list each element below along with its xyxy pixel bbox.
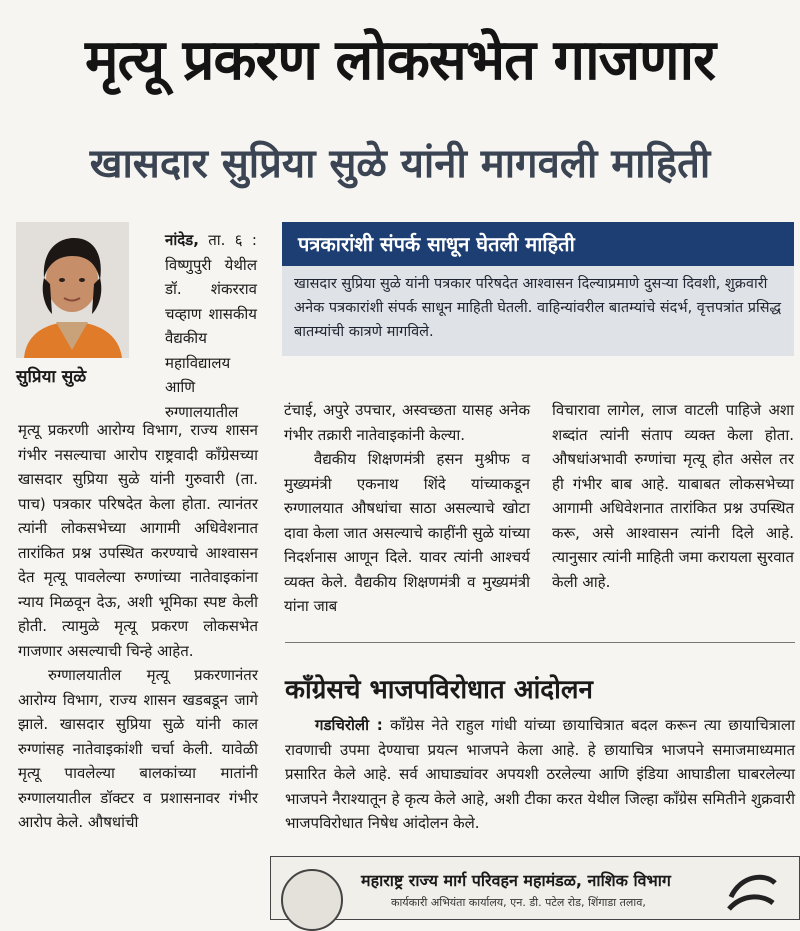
subheadline: खासदार सुप्रिया सुळे यांनी मागवली माहिती <box>89 141 711 187</box>
story-2-text <box>285 713 795 836</box>
dateline <box>165 228 257 424</box>
column-1-para-2: रुग्णालयातील मृत्यू प्रकरणानंतर आरोग्य विभाग, राज्य शासन खडबडून जागे झाले. खासदार सुप्रिया सुळे यांनी काल रुग्णांसह नातेवाइकांशी चर्चा केली. यावेळी मृत्यू पावलेल्या बालकांच्या मातांनी रुग्णालयातील डॉक्टर व प्रशासनावर गंभीर आरोप केले. औषधांची <box>18 666 258 831</box>
story-2-place: गडचिरोली : <box>315 716 383 734</box>
dateline-place: नांदेड, <box>165 231 199 249</box>
story-2-heading: काँग्रेसचे भाजपविरोधात आंदोलन <box>285 675 593 705</box>
column-3 <box>552 398 794 594</box>
portrait-photo <box>16 222 129 358</box>
section-divider <box>285 642 795 643</box>
column-2 <box>284 398 530 619</box>
logo-icon <box>721 867 781 921</box>
column-1-para-1: मृत्यू प्रकरणी आरोग्य विभाग, राज्य शासन गंभीर नसल्याचा आरोप राष्ट्रवादी काँग्रेसच्या खासदार सुप्रिया सुळे यांनी गुरुवारी (ता. पाच) पत्रकार परिषदेत केला होता. त्यानंतर त्यांनी लोकसभेच्या आगामी अधिवेशनात तारांकित प्रश्न उपस्थित करण्याचे आश्वासन देत मृत्यू पावलेल्या रुग्णांच्या नातेवाइकांना न्याय मिळवून देऊ, अशी भूमिका स्पष्ट केली होती. त्यामुळे मृत्यू प्रकरण लोकसभेत गाजणार असल्याची चिन्हे आहेत. <box>18 421 258 660</box>
headline: मृत्यू प्रकरण लोकसभेत गाजणार <box>84 28 716 93</box>
portrait-icon <box>16 222 129 358</box>
column-1 <box>18 418 258 835</box>
column-3-para-1: विचारावा लागेल, लाज वाटली पाहिजे अशा शब्दांत त्यांनी संताप व्यक्त केला होता. औषधांअभावी रुग्णांचा मृत्यू होत असेल तर ही गंभीर बाब आहे. याबाबत लोकसभेच्या आगामी अधिवेशनात तारांकित प्रश्न उपस्थित करू, असे आश्वासन त्यांनी दिले आहे. त्यानुसार त्यांनी माहिती जमा करायला सुरवात केली आहे. <box>552 401 794 591</box>
dateline-text: ता. ६ : विष्णुपुरी येथील डॉ. शंकरराव चव्हाण शासकीय वैद्यकीय महाविद्यालय आणि रुग्णालयातील <box>165 231 257 421</box>
photo-caption: सुप्रिया सुळे <box>16 367 87 387</box>
seal-icon <box>281 869 343 931</box>
column-2-para-2: वैद्यकीय शिक्षणमंत्री हसन मुश्रीफ व मुख्यमंत्री एकनाथ शिंदे यांच्याकडून रुग्णालयात औषधांचा साठा असल्याचे खोटा दावा केला जात असल्याचे काहींनी सुळे यांच्या निदर्शनास आणून दिले. यावर त्यांनी आश्चर्य व्यक्त केले. वैद्यकीय शिक्षणमंत्री व मुख्यमंत्री यांना जाब <box>284 450 530 615</box>
column-2-para-1: टंचाई, अपुरे उपचार, अस्वच्छता यासह अनेक गंभीर तक्रारी नातेवाइकांनी केल्या. <box>284 401 530 444</box>
story-2-body: काँग्रेस नेते राहुल गांधी यांच्या छायाचित्रात बदल करून त्या छायाचित्राला रावणाची उपमा देण्याचा प्रयत्न भाजपने केला आहे. हे छायाचित्र भाजपने समाजमाध्यमात प्रसारित केले आहे. सर्व आघाड्यांवर अपयशी ठरलेल्या आणि इंडिया आघाडीला घाबरलेल्या भाजपने नैराश्यातून हे कृत्य केले आहे, अशी टीका करत येथील जिल्हा काँग्रेस समितीने शुक्रवारी भाजपविरोधात निषेध आंदोलन केले. <box>285 716 795 832</box>
ad-title: महाराष्ट्र राज्य मार्ग परिवहन महामंडळ, नाशिक विभाग <box>361 871 671 890</box>
sidebox-text: खासदार सुप्रिया सुळे यांनी पत्रकार परिषदेत आश्वासन दिल्याप्रमाणे दुसऱ्या दिवशी, शुक्रवारी अनेक पत्रकारांशी संपर्क साधून माहिती घेतली. वाहिन्यांवरील बातम्यांचे संदर्भ, वृत्तपत्रांत प्रसिद्ध बातम्यांची कात्रणे मागविले. <box>282 266 794 356</box>
ad-subtitle: कार्यकारी अभियंता कार्यालय, एन. डी. पटेल रोड, शिंगाडा तलाव, <box>391 896 646 909</box>
sidebox-heading: पत्रकारांशी संपर्क साधून घेतली माहिती <box>282 222 794 266</box>
advertisement <box>270 856 800 920</box>
